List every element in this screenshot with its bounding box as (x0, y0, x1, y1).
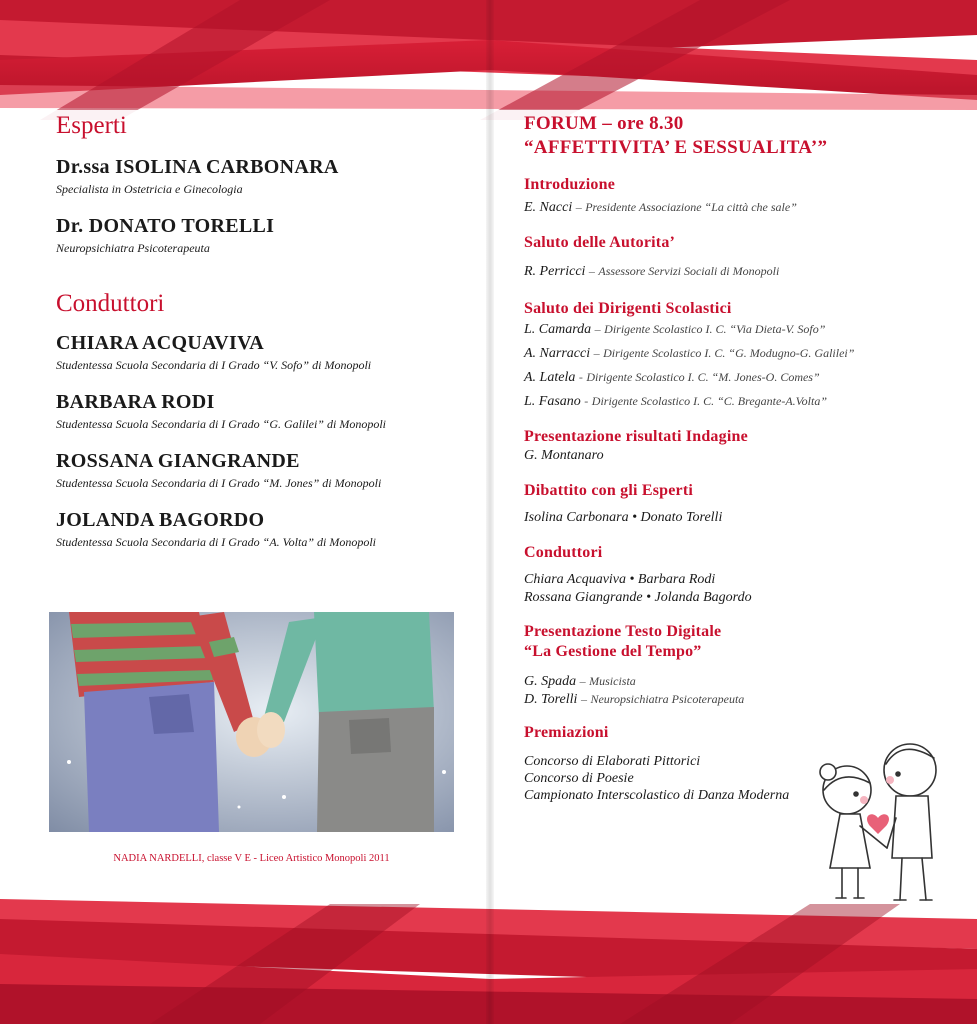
expert-role: Neuropsichiatra Psicoterapeuta (56, 241, 210, 255)
conductor-role: Studentessa Scuola Secondaria di I Grado “M. Jones” di Monopoli (56, 476, 382, 490)
authority-name: R. Perricci (524, 264, 586, 279)
intro-entry (524, 200, 944, 216)
school-head-role: Dirigente Scolastico I. C. “G. Modugno-G. Galilei” (603, 346, 855, 360)
award-item: Concorso di Elaborati Pittorici (524, 754, 701, 769)
page-fold (486, 0, 494, 1024)
conductor-name: BARBARA RODI (56, 391, 215, 413)
school-head-role: Dirigente Scolastico I. C. “C. Bregante-A.Volta” (591, 394, 827, 408)
digital-entry (524, 692, 944, 708)
school-head-entry (524, 322, 944, 338)
separator: - (584, 394, 589, 408)
school-heads-heading: Saluto dei Dirigenti Scolastici (524, 300, 732, 317)
conductor-role: Studentessa Scuola Secondaria di I Grado “V. Sofo” di Monopoli (56, 358, 372, 372)
expert-name (56, 215, 476, 238)
digital-text-heading (524, 622, 944, 662)
conductors-line: Rossana Giangrande • Jolanda Bagordo (524, 590, 752, 605)
award-item: Concorso di Poesie (524, 771, 634, 786)
survey-heading: Presentazione risultati Indagine (524, 428, 748, 445)
school-head-name: A. Narracci (524, 346, 591, 361)
expert-entry (56, 156, 476, 197)
authority-role: Assessore Servizi Sociali di Monopoli (598, 264, 780, 278)
school-head-name: L. Fasano (524, 394, 581, 409)
debate-names: Isolina Carbonara • Donato Torelli (524, 510, 723, 525)
conductor-name: ROSSANA GIANGRANDE (56, 450, 300, 472)
conductors-title: Conduttori (56, 290, 165, 317)
separator: – (593, 346, 600, 360)
debate-heading: Dibattito con gli Esperti (524, 482, 693, 499)
expert-fullname: DONATO TORELLI (88, 215, 275, 237)
school-head-role: Dirigente Scolastico I. C. “Via Dieta-V. Sofo” (604, 322, 826, 336)
award-item: Campionato Interscolastico di Danza Moderna (524, 788, 790, 803)
conductors-line: Chiara Acquaviva • Barbara Rodi (524, 572, 716, 587)
separator: – (575, 200, 582, 214)
digital-name: G. Spada (524, 674, 577, 689)
separator: - (578, 370, 583, 384)
intro-name: E. Nacci (524, 200, 573, 215)
school-head-entry (524, 370, 944, 386)
school-head-entry (524, 394, 944, 410)
experts-title: Esperti (56, 112, 127, 139)
digital-entry (524, 674, 944, 690)
conductors-heading: Conduttori (524, 544, 603, 561)
digital-text-title: Presentazione Testo Digitale (524, 623, 722, 640)
forum-theme: “AFFETTIVITA’ E SESSUALITA’” (524, 137, 828, 158)
digital-role: Musicista (589, 674, 636, 688)
conductor-role: Studentessa Scuola Secondaria di I Grado “A. Volta” di Monopoli (56, 535, 376, 549)
intro-heading: Introduzione (524, 176, 616, 193)
separator: – (579, 674, 586, 688)
authorities-heading: Saluto delle Autorita’ (524, 234, 676, 251)
conductor-entry (56, 391, 476, 432)
illustration-caption: NADIA NARDELLI, classe V E - Liceo Artistico Monopoli 2011 (113, 853, 390, 864)
right-panel (524, 112, 944, 804)
digital-role: Neuropsichiatra Psicoterapeuta (590, 692, 745, 706)
expert-fullname: ISOLINA CARBONARA (115, 156, 339, 178)
expert-entry (56, 215, 476, 256)
survey-name: G. Montanaro (524, 448, 604, 463)
expert-prefix: Dr.ssa (56, 156, 110, 178)
digital-name: D. Torelli (524, 692, 578, 707)
hand-holding-illustration (49, 612, 454, 832)
separator: – (580, 692, 587, 706)
conductor-role: Studentessa Scuola Secondaria di I Grado “G. Galilei” di Monopoli (56, 417, 386, 431)
authorities-entry (524, 264, 944, 280)
forum-time: FORUM – ore 8.30 (524, 113, 684, 134)
conductor-entry (56, 332, 476, 373)
school-head-entry (524, 346, 944, 362)
expert-role: Specialista in Ostetricia e Ginecologia (56, 182, 243, 196)
couple-illustration (792, 728, 967, 910)
school-head-name: L. Camarda (524, 322, 592, 337)
conductor-name: JOLANDA BAGORDO (56, 509, 265, 531)
separator: – (594, 322, 601, 336)
expert-name (56, 156, 476, 179)
school-head-name: A. Latela (524, 370, 576, 385)
left-panel (56, 112, 476, 550)
expert-prefix: Dr. (56, 215, 84, 237)
conductor-entry (56, 509, 476, 550)
digital-text-subtitle: “La Gestione del Tempo” (524, 643, 702, 660)
awards-heading: Premiazioni (524, 724, 609, 741)
conductor-name: CHIARA ACQUAVIVA (56, 332, 264, 354)
conductor-entry (56, 450, 476, 491)
forum-title (524, 112, 944, 160)
separator: – (588, 264, 595, 278)
school-head-role: Dirigente Scolastico I. C. “M. Jones-O. Comes” (586, 370, 820, 384)
intro-role: Presidente Associazione “La città che sale” (585, 200, 797, 214)
